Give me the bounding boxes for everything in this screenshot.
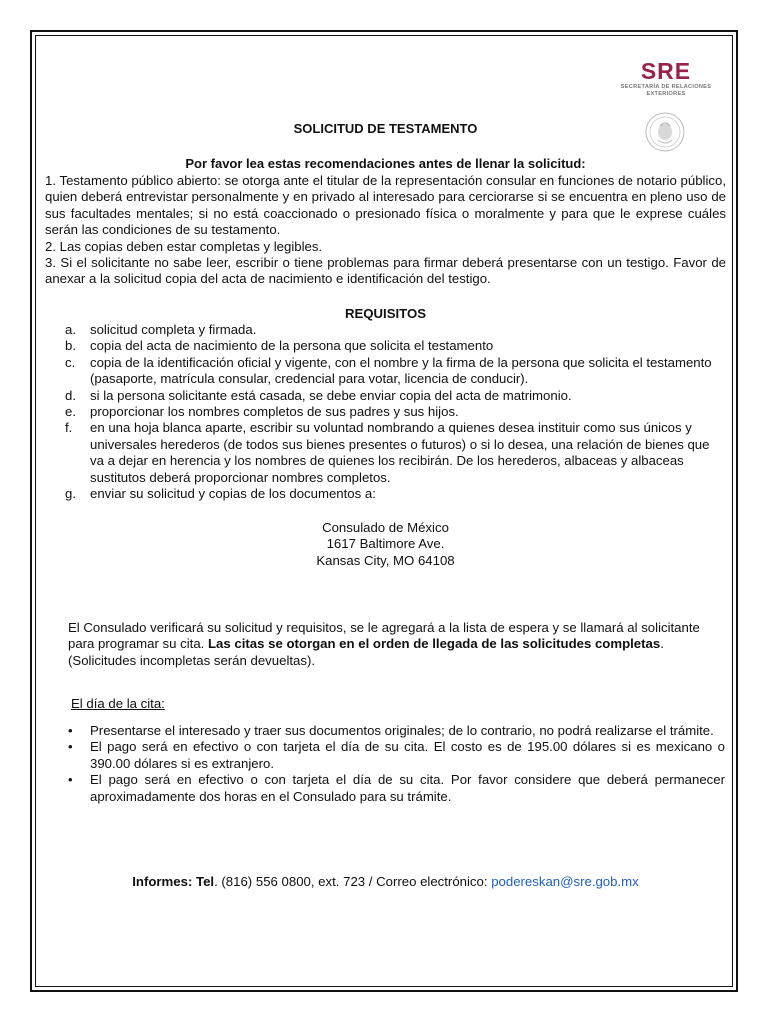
contact-email-link[interactable]: podereskan@sre.gob.mx [491, 874, 639, 889]
list-item [65, 723, 725, 739]
requisitos-heading: REQUISITOS [344, 306, 427, 321]
list-item [65, 338, 725, 354]
sre-logo [608, 58, 724, 98]
verification-bold-text: Las citas se otorgan en el orden de llegada de las solicitudes completas [208, 636, 661, 652]
bullet-icon: • [68, 772, 73, 788]
sre-logo-subtitle-1: SECRETARÍA DE RELACIONES [620, 84, 712, 90]
verification-text-end: . (Solicitudes incompletas serán devueltas). [68, 636, 664, 668]
recommendations [45, 173, 726, 288]
list-item-letter: a. [65, 322, 76, 337]
list-item-text: solicitud completa y firmada. [90, 322, 257, 337]
address-line-3: Kansas City, MO 64108 [316, 552, 455, 568]
contact-info [45, 874, 726, 890]
document-title: SOLICITUD DE TESTAMENTO [293, 121, 478, 136]
list-item-text: en una hoja blanca aparte, escribir su voluntad nombrando a quienes desea instituir como sus únicos y universales herederos (de todos sus bienes presentes o futuros) o si lo desea, una relación de bienes que va a dejar en herencia y los nombres de quienes los recibirán. De los herederos, albaceas y albaceas sustitutos deberá proporcionar nombres completos. [90, 420, 710, 485]
appointment-day-heading [71, 696, 165, 712]
list-item-text: Presentarse el interesado y traer sus documentos originales; de lo contrario, no podrá realizarse el trámite. [90, 723, 714, 738]
list-item-text: El pago será en efectivo o con tarjeta el día de su cita. El costo es de 195.00 dólares si es mexicano o 390.00 dólares si es extranjero. [90, 739, 725, 771]
recommendations-heading: Por favor lea estas recomendaciones antes de llenar la solicitud: [185, 156, 586, 171]
list-item [65, 322, 725, 338]
list-item [65, 388, 725, 404]
sre-logo-mark: SRE [640, 58, 692, 84]
list-item [65, 772, 725, 805]
appointment-instructions [65, 723, 725, 805]
appointment-day-label: El día de la cita [71, 696, 162, 711]
list-item [65, 404, 725, 420]
list-item-letter: e. [65, 404, 76, 420]
list-item-text: si la persona solicitante está casada, se debe enviar copia del acta de matrimonio. [90, 387, 572, 403]
list-item-text: El pago será en efectivo o con tarjeta el día de su cita. Por favor considere que deberá permanecer aproximadamente dos horas en el Consulado para su trámite. [90, 772, 725, 804]
sre-logo-subtitle-2: EXTERIORES [646, 91, 686, 97]
list-item-text: copia del acta de nacimiento de la persona que solicita el testamento [90, 338, 494, 354]
consulate-address [45, 520, 726, 569]
recommendation-2: 2. Las copias deben estar completas y legibles. [45, 238, 323, 254]
verification-text: El Consulado verificará su solicitud y requisitos, se le agregará a la lista de espera y se llamará al solicitante para programar su cita. [68, 620, 700, 652]
list-item-text: copia de la identificación oficial y vigente, con el nombre y la firma de la persona que solicita el testamento (pasaporte, matrícula consular, credencial para votar, licencia de conducir). [90, 354, 712, 387]
list-item [65, 355, 725, 388]
list-item-letter: d. [65, 387, 76, 403]
list-item [65, 739, 725, 772]
list-item [65, 486, 725, 502]
list-item [65, 420, 725, 486]
recommendation-1: 1. Testamento público abierto: se otorga ante el titular de la representación consular en funciones de notario público, quien deberá entrevistar personalmente y en privado al interesado para cerciorarse si se encuentra en pleno uso de sus facultades mentales; si no está coaccionado o presionado física o moralmente y para que le exprese cuáles serán las condiciones de su testamento. [45, 173, 726, 238]
recommendation-3: 3. Si el solicitante no sabe leer, escribir o tiene problemas para firmar deberá presentarse con un testigo. Favor de anexar a la solicitud copia del acta de nacimiento e identificación del testigo. [45, 255, 726, 287]
contact-text: . (816) 556 0800, ext. 723 / Correo electrónico: [214, 874, 492, 889]
contact-label: Informes: Tel [132, 874, 215, 889]
list-item-letter: b. [65, 338, 76, 354]
list-item-letter: c. [65, 354, 76, 370]
list-item-letter: f. [65, 420, 73, 436]
requisitos-list [65, 322, 725, 502]
verification-paragraph [68, 620, 708, 669]
list-item-text: proporcionar los nombres completos de sus padres y sus hijos. [90, 404, 459, 420]
bullet-icon: • [68, 723, 73, 738]
list-item-text: enviar su solicitud y copias de los documentos a: [90, 486, 376, 502]
appointment-day-colon: : [161, 696, 165, 711]
list-item-letter: g. [65, 486, 76, 502]
address-line-1: Consulado de México [322, 520, 449, 535]
bullet-icon: • [68, 739, 73, 755]
address-line-2: 1617 Baltimore Ave. [326, 536, 445, 552]
